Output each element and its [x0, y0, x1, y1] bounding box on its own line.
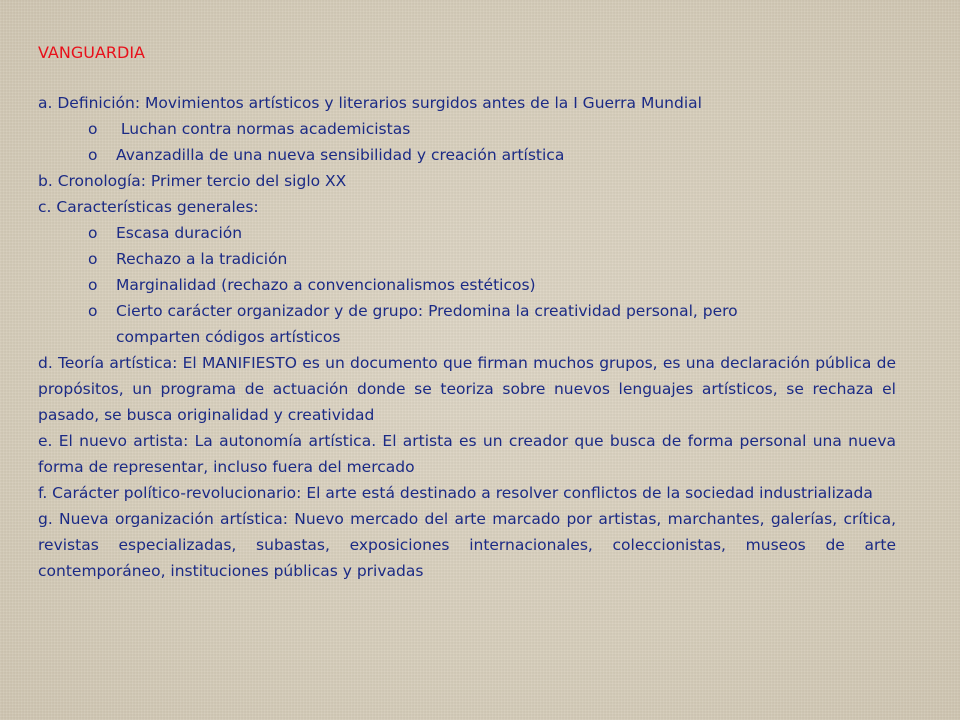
bullet-text: Luchan contra normas academicistas — [116, 120, 411, 138]
bullet-marker: o — [88, 146, 98, 164]
item-f-caracter-politico: f. Carácter político-revolucionario: El arte está destinado a resolver conflictos de la sociedad industrializada — [38, 484, 873, 502]
item-e-nuevo-artista: e. El nuevo artista: La autonomía artística. El artista es un creador que busca de forma personal una nueva forma de representar, incluso fuera del mercado — [38, 432, 896, 476]
bullet-text: Rechazo a la tradición — [116, 250, 288, 268]
bullet-item — [38, 116, 896, 142]
item-g-organizacion: g. Nueva organización artística: Nuevo mercado del arte marcado por artistas, marchantes, galerías, crítica, revistas especializadas, subastas, exposiciones internacionales, coleccionistas, museos de arte contemporáneo, instituciones públicas y privadas — [38, 510, 896, 580]
bullet-item — [38, 142, 896, 168]
slide-content — [38, 40, 896, 584]
bullet-item — [38, 246, 896, 272]
bullet-item — [38, 220, 896, 246]
bullet-text: Marginalidad (rechazo a convencionalismos estéticos) — [116, 276, 536, 294]
bullet-marker: o — [88, 120, 98, 138]
slide-title: VANGUARDIA — [38, 43, 145, 62]
item-a-definicion: a. Definición: Movimientos artísticos y literarios surgidos antes de la I Guerra Mundial — [38, 94, 702, 112]
bullet-text-continuation: comparten códigos artísticos — [116, 328, 341, 346]
bullet-marker: o — [88, 276, 98, 294]
bullet-text: Avanzadilla de una nueva sensibilidad y creación artística — [116, 146, 565, 164]
bullet-marker: o — [88, 224, 98, 242]
item-c-caracteristicas: c. Características generales: — [38, 198, 259, 216]
bullet-item — [38, 298, 896, 350]
bullet-marker: o — [88, 302, 98, 320]
bullet-item — [38, 272, 896, 298]
bullet-marker: o — [88, 250, 98, 268]
bullet-text: Escasa duración — [116, 224, 243, 242]
item-b-cronologia: b. Cronología: Primer tercio del siglo XX — [38, 172, 347, 190]
item-d-teoria: d. Teoría artística: El MANIFIESTO es un documento que firman muchos grupos, es una declaración pública de propósitos, un programa de actuación donde se teoriza sobre nuevos lenguajes artísticos, se rechaza el pasado, se busca originalidad y creatividad — [38, 354, 896, 424]
bullet-text: Cierto carácter organizador y de grupo: Predomina la creatividad personal, pero — [116, 302, 738, 320]
